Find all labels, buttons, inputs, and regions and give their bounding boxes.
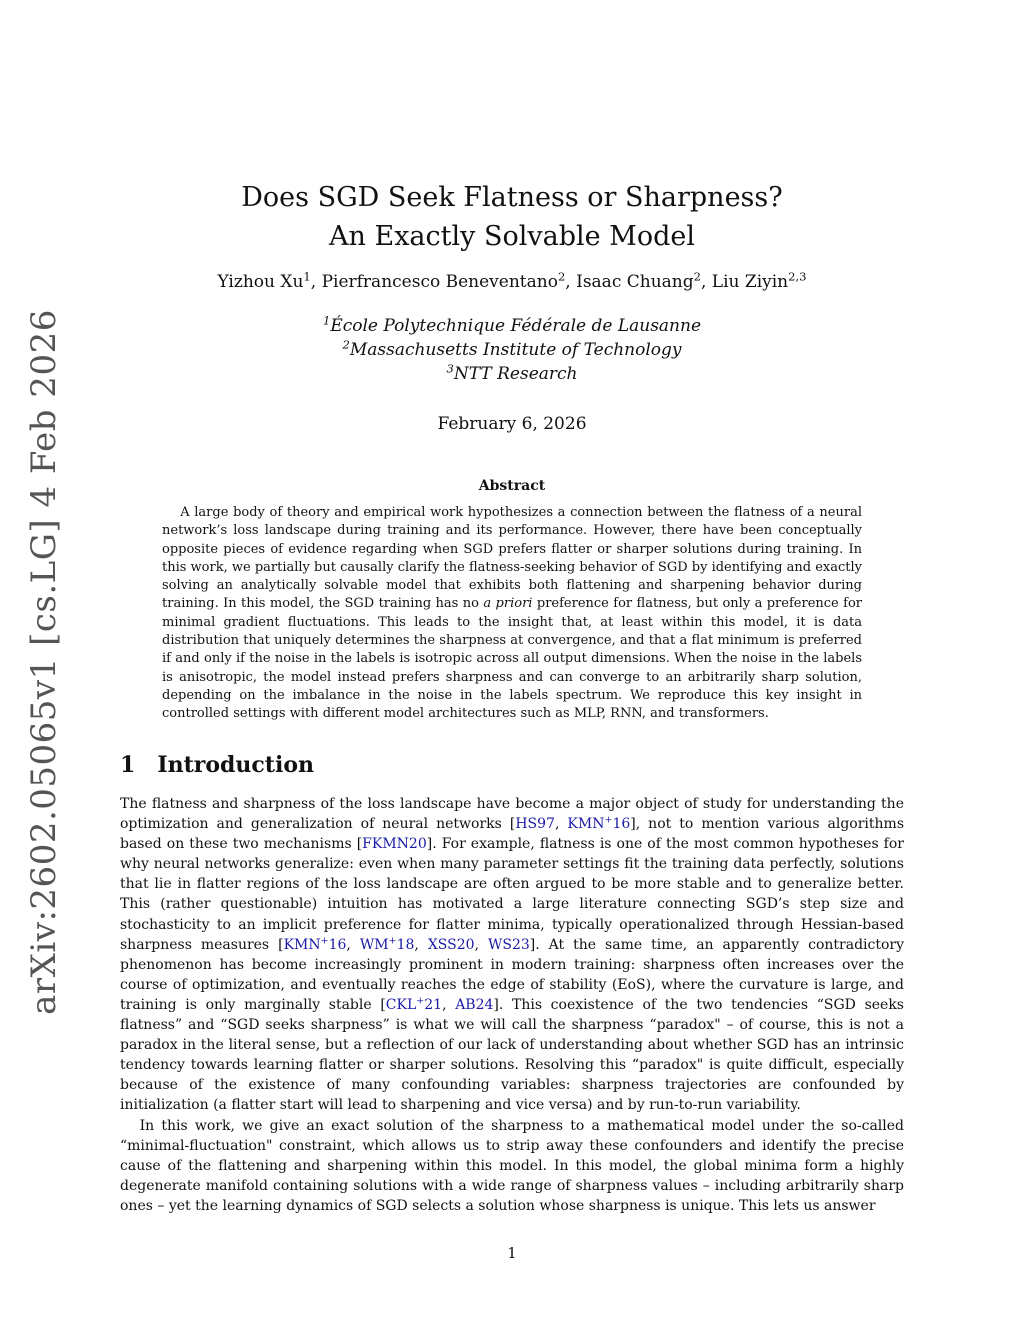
publication-date: February 6, 2026 xyxy=(437,414,587,434)
affiliation-mark: 3 xyxy=(446,361,454,376)
paragraph: The flatness and sharpness of the loss landscape have become a major object of study for understanding the optimization and generalization of neural networks [HS97, KMN+16], not to mention various algorithms based on these two mechanisms [FKMN20]. For example, flatness is one of the most common hypotheses for why neural networks generalize: even when many parameter settings fit the training data perfectly, solutions that lie in flatter regions of the loss landscape are often argued to be more stable and to generalize better. This (rather questionable) intuition has motivated a large literature connecting SGD’s step size and stochasticity to an implicit preference for flatter minima, typically operationalized through Hessian-based sharpness measures [KMN+16, WM+18, XSS20, WS23]. At the same time, an apparently contradictory phenomenon has become increasingly prominent in modern training: sharpness often increases over the course of optimization, and eventually reaches the edge of stability (EoS), where the curvature is large, and training is only marginally stable [CKL+21, AB24]. This coexistence of the two tendencies “SGD seeks flatness” and “SGD seeks sharpness” is what we will call the sharpness “paradox" – of course, this is not a paradox in the literal sense, but a reflection of our lack of understanding about whether SGD has an intrinsic tendency towards learning flatter or sharper solutions. Resolving this “paradox" is quite difficult, especially because of the existence of many confounding variables: sharpness trajectories are confounded by initialization (a flatter start will lead to sharpening and vice versa) and by run-to-run variability. xyxy=(120,796,905,1114)
citation-link[interactable]: HS97 xyxy=(515,816,555,833)
affiliation-list xyxy=(0,314,1024,386)
citation-link[interactable]: CKL+21 xyxy=(385,995,443,1013)
citation-link[interactable]: FKMN20 xyxy=(362,836,427,853)
affiliation xyxy=(0,314,1024,338)
page-number: 1 xyxy=(507,1244,517,1262)
citation-link[interactable]: KMN+16 xyxy=(283,935,347,953)
citation-link[interactable]: AB24 xyxy=(455,996,494,1013)
author-affiliation-mark: 2 xyxy=(557,269,566,284)
affiliation-mark: 2 xyxy=(342,337,350,352)
author-name: Liu Ziyin xyxy=(711,272,789,292)
author-list: Yizhou Xu$^1$, Pierfrancesco Beneventano$^2$, Isaac Chuang$^2$, Liu Ziyin$^{2,3}$ xyxy=(217,269,807,292)
title-line-2: An Exactly Solvable Model xyxy=(329,221,695,252)
citation-link[interactable]: KMN+16 xyxy=(567,814,631,833)
affiliation xyxy=(0,338,1024,362)
abstract-heading: Abstract xyxy=(478,478,546,494)
abstract-body: A large body of theory and empirical work hypothesizes a connection between the flatness of a neural network’s loss landscape during training and its performance. However, there have been conceptually opposite pieces of evidence regarding when SGD prefers flatter or sharper solutions during training. In this work, we partially but causally clarify the flatness-seeking behavior of SGD by identifying and exactly solving an analytically solvable model that exhibits both flattening and sharpening behavior during training. In this model, the SGD training has no a priori preference for flatness, but only a preference for minimal gradient fluctuations. This leads to the insight that, at least within this model, it is data distribution that uniquely determines the sharpness at convergence, and that a flat minimum is preferred if and only if the noise in the labels is isotropic across all output dimensions. When the noise in the labels is anisotropic, the model instead prefers sharpness and can converge to an arbitrarily sharp solution, depending on the imbalance in the noise in the labels spectrum. We reproduce this key insight in controlled settings with different model architectures such as MLP, RNN, and transformers. xyxy=(162,505,862,722)
section-number: 1 xyxy=(120,752,136,778)
introduction-body xyxy=(120,794,904,1216)
author-name: Isaac Chuang xyxy=(576,272,694,292)
affiliation-name: NTT Research xyxy=(453,364,578,384)
author-affiliation-mark: 1 xyxy=(303,269,311,284)
paper-title xyxy=(0,178,1024,256)
affiliation xyxy=(0,362,1024,386)
citation-link[interactable]: WM+18 xyxy=(359,935,415,953)
arxiv-identifier-stamp: arXiv:2602.05065v1 [cs.LG] 4 Feb 2026 xyxy=(24,309,64,1015)
author-affiliation-mark: 2,3 xyxy=(788,269,807,284)
title-line-1: Does SGD Seek Flatness or Sharpness? xyxy=(241,182,783,213)
author-name: Pierfrancesco Beneventano xyxy=(321,272,558,292)
abstract-emphasis: a priori xyxy=(483,596,533,612)
author-affiliation-mark: 2 xyxy=(693,269,701,284)
affiliation-mark: 1 xyxy=(322,313,331,328)
citation-link[interactable]: WS23 xyxy=(488,936,530,953)
section-heading xyxy=(120,752,314,778)
paragraph: In this work, we give an exact solution of the sharpness to a mathematical model under the so-called “minimal-fluctuation" constraint, which allows us to strip away these confounders and identify the precise cause of the flattening and sharpening within this model. In this model, the global minima form a highly degenerate manifold containing solutions with a wide range of sharpness values – including arbitrarily sharp ones – yet the learning dynamics of SGD selects a solution whose sharpness is unique. This lets us answer xyxy=(120,1117,904,1214)
affiliation-name: Massachusetts Institute of Technology xyxy=(349,340,682,360)
citation-link[interactable]: XSS20 xyxy=(427,936,475,953)
author-name: Yizhou Xu xyxy=(217,272,304,292)
affiliation-name: École Polytechnique Fédérale de Lausanne xyxy=(330,316,702,336)
section-title: Introduction xyxy=(157,752,314,778)
